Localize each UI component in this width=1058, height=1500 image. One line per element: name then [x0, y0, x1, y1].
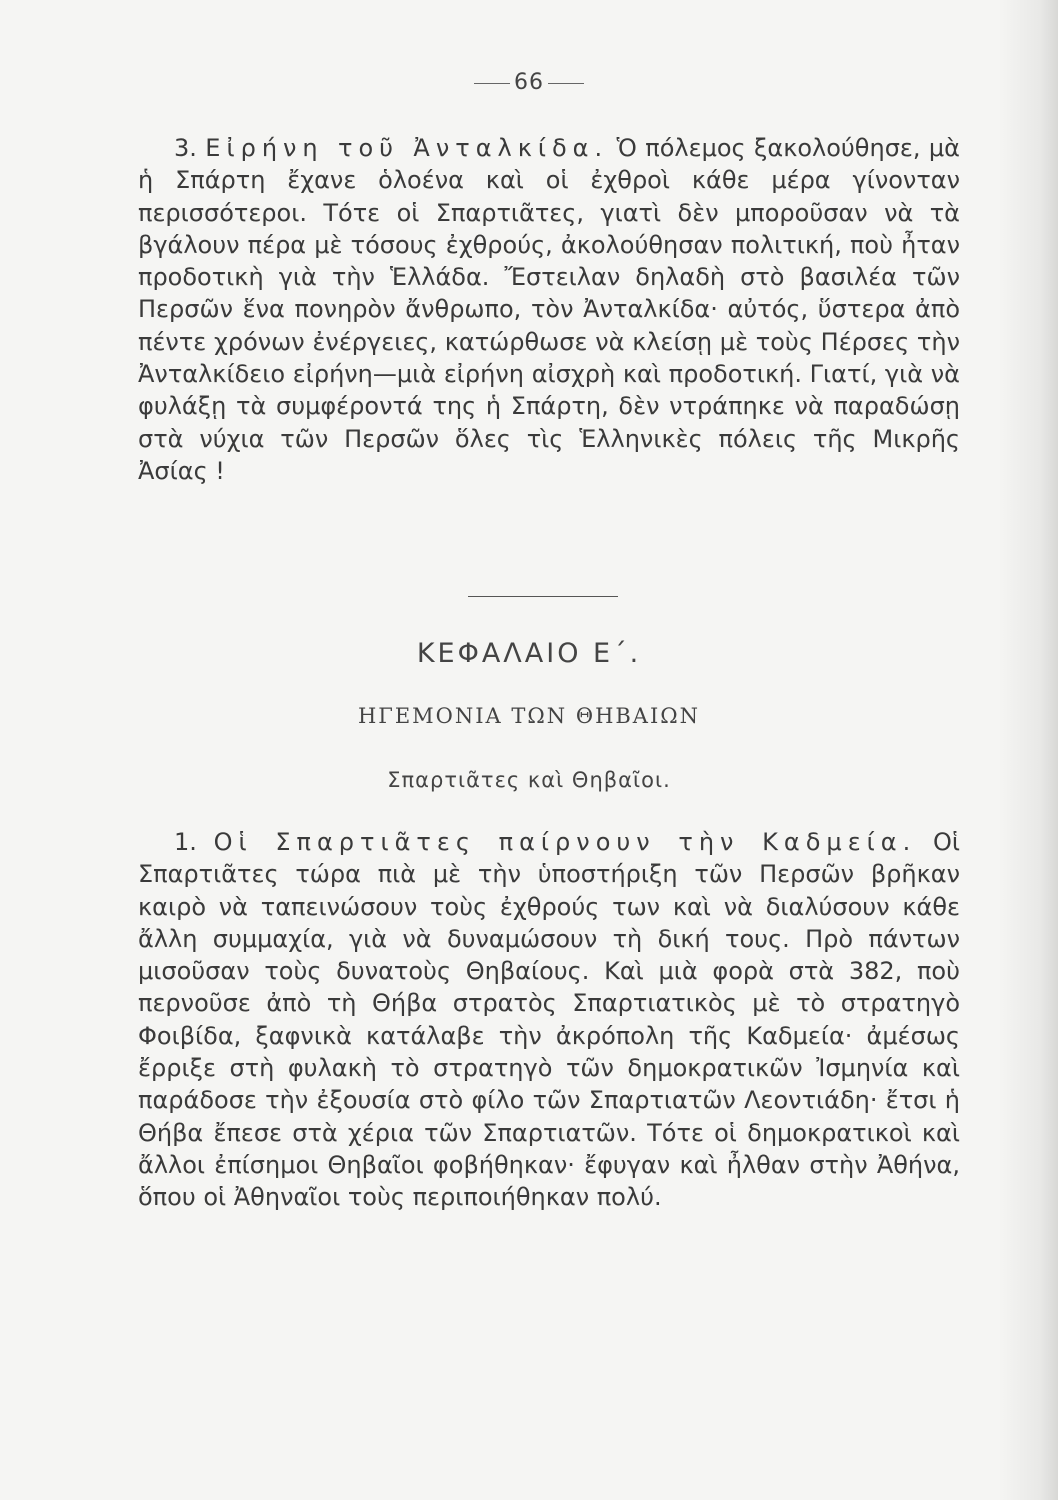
section-heading: Σπαρτιᾶτες καὶ Θηβαῖοι.	[387, 768, 671, 792]
section-number: 1.	[174, 828, 197, 856]
section-title: Εἰρήνη τοῦ Ἀνταλκίδα.	[205, 134, 609, 162]
section-number: 3.	[174, 134, 197, 162]
divider-line	[468, 596, 618, 599]
chapter-title: ΚΕΦΑΛΑΙΟ Ε΄.	[416, 638, 642, 669]
dash-right	[548, 83, 584, 84]
paragraph	[138, 132, 960, 487]
section-kadmeia	[138, 826, 960, 1214]
section-antalkidas-peace	[138, 132, 960, 487]
dash-left	[474, 83, 510, 84]
section-title: Οἱ Σπαρτιᾶτες παίρνουν τὴν Καδμεία.	[213, 828, 917, 856]
section-body: Οἱ Σπαρτιᾶτες τώρα πιὰ μὲ τὴν ὑποστήριξη τῶν Περσῶν βρῆκαν καιρὸ νὰ ταπεινώσουν τοὺς ἐχθρούς των καὶ νὰ διαλύσουν κάθε ἄλλη συμμαχία, γιὰ νὰ δυναμώσουν τὴ δική τους. Πρὸ πάντων μισοῦσαν τοὺς δυνατοὺς Θηβαίους. Καὶ μιὰ φορὰ στὰ 382, ποὺ περνοῦσε ἀπὸ τὴ Θήβα στρατὸς Σπαρτιατικὸς μὲ τὸ στρατηγὸ Φοιβίδα, ξαφνικὰ κατάλαβε τὴν ἀκρόπολη τῆς Καδμεία· ἀμέσως ἔρριξε στὴ φυλακὴ τὸ στρατηγὸ τῶν δημοκρατικῶν Ἰσμηνία καὶ παράδοσε τὴν ἐξουσία στὸ φίλο τῶν Σπαρτιατῶν Λεοντιάδη· ἔτσι ἡ Θήβα ἔπεσε στὰ χέρια τῶν Σπαρτιατῶν. Τότε οἱ δημοκρατικοὶ καὶ ἄλλοι ἐπίσημοι Θηβαῖοι φοβήθηκαν· ἔφυγαν καὶ ἦλθαν στὴν Ἀθήνα, ὅπου οἱ Ἀθηναῖοι τοὺς περιποιήθηκαν πολύ.	[138, 828, 960, 1212]
paragraph	[138, 826, 960, 1214]
page-edge-shadow	[998, 0, 1058, 1500]
section-body: Ὁ πόλεμος ξακολούθησε, μὰ ἡ Σπάρτη ἔχανε ὁλοένα καὶ οἱ ἐχθροὶ κάθε μέρα γίνονταν περισσότεροι. Τότε οἱ Σπαρτιᾶτες, γιατὶ δὲν μποροῦσαν νὰ τὰ βγάλουν πέρα μὲ τόσους ἐχθρούς, ἀκολούθησαν πολιτική, ποὺ ἦταν προδοτικὴ γιὰ τὴν Ἑλλάδα. Ἔστειλαν δηλαδὴ στὸ βασιλέα τῶν Περσῶν ἕνα πονηρὸν ἄνθρωπο, τὸν Ἀνταλκίδα· αὐτός, ὕστερα ἀπὸ πέντε χρόνων ἐνέργειες, κατώρθωσε νὰ κλείσῃ μὲ τοὺς Πέρσες τὴν Ἀνταλκίδειο εἰρήνη—μιὰ εἰρήνη αἰσχρὴ καὶ προδοτική. Γιατί, γιὰ νὰ φυλάξῃ τὰ συμφέροντά της ἡ Σπάρτη, δὲν ντράπηκε νὰ παραδώσῃ στὰ νύχια τῶν Περσῶν ὅλες τὶς Ἑλληνικὲς πόλεις τῆς Μικρῆς Ἀσίας !	[138, 134, 960, 485]
page-number	[0, 70, 1058, 95]
page-number-value: 66	[514, 70, 544, 95]
chapter-subtitle: ΗΓΕΜΟΝΙΑ ΤΩΝ ΘΗΒΑΙΩΝ	[357, 704, 701, 728]
